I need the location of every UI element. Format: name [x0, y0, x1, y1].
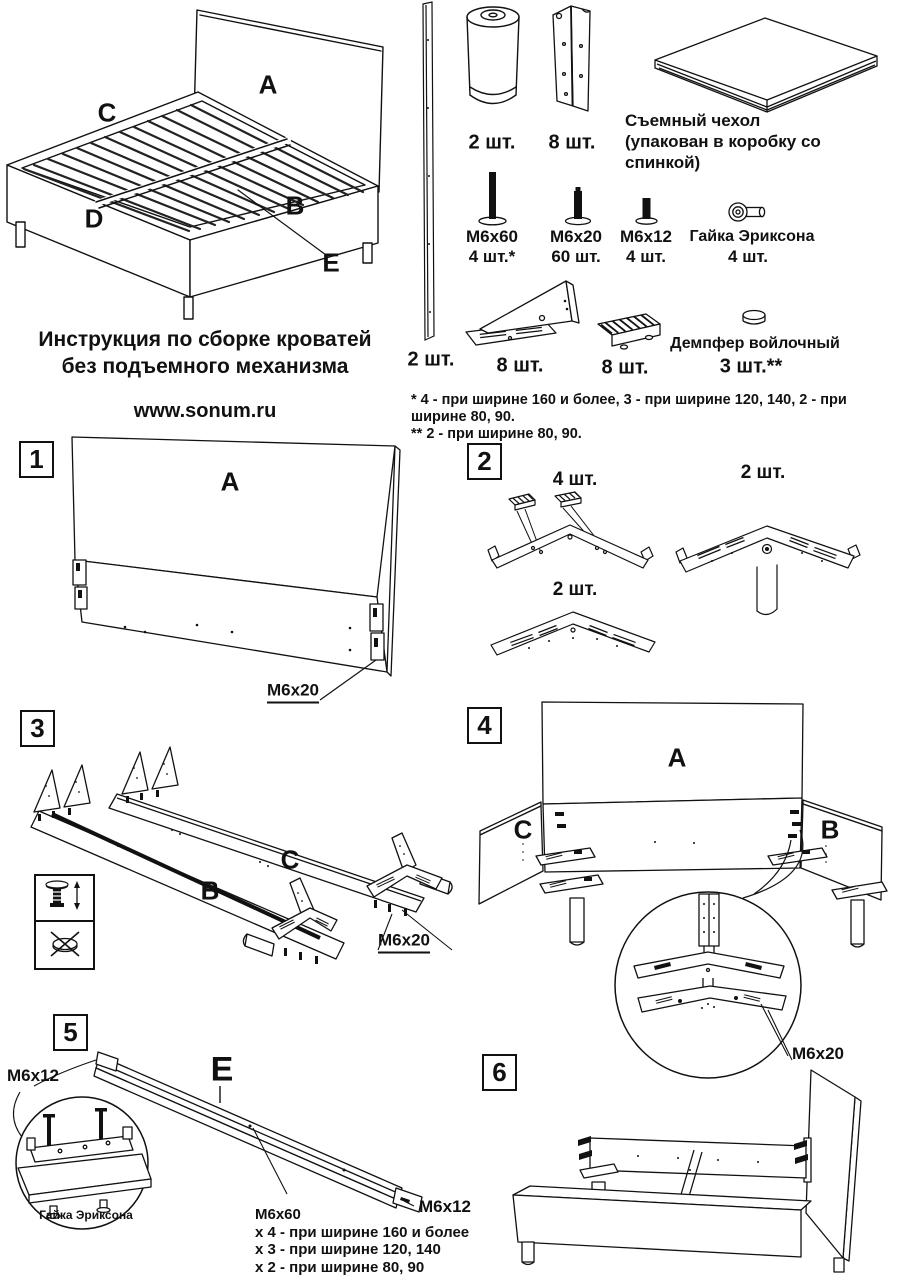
step4-rail-b-label: B	[820, 814, 840, 845]
slat-qty: 2 шт.	[407, 348, 455, 371]
step2-plate-dampers-drawing	[483, 492, 655, 578]
step5-bolt-note	[255, 1206, 469, 1276]
overview-label-e: E	[322, 247, 340, 278]
slat-icon	[418, 0, 440, 345]
bolt-m6x60-name: M6x60	[466, 227, 518, 246]
footnote-1: * 4 - при ширине 160 и более, 3 - при ширине 120, 140, 2 - при ширине 80, 90.	[411, 392, 847, 425]
bolt-m6x20-icon	[562, 187, 594, 231]
step4-fastener-label: M6x20	[792, 1044, 844, 1063]
step2-number-text: 2	[477, 446, 492, 476]
step1-fastener-label: M6x20	[267, 681, 319, 704]
step2-plate-leg-drawing	[672, 505, 864, 623]
step4-number-text: 4	[477, 710, 492, 740]
step5-nut-label: Гайка Эриксона	[39, 1208, 133, 1222]
step2-plate-drawing	[483, 598, 665, 670]
step5-bolt-name: M6x60	[255, 1206, 301, 1223]
step2-qty-dampers: 4 шт.	[552, 469, 598, 490]
step6-number	[482, 1054, 517, 1091]
step5-beam-label: E	[210, 1050, 234, 1089]
overview-label-c: C	[97, 97, 117, 128]
damper-block-icon	[592, 308, 668, 352]
erikson-nut-qty: 4 шт.	[728, 247, 768, 266]
step3-fastener-label: M6x20	[378, 931, 430, 954]
cover-caption	[625, 110, 900, 173]
bolt-m6x12-name: M6x12	[620, 227, 672, 246]
website-link: www.sonum.ru	[133, 400, 277, 422]
corner-bracket-qty: 8 шт.	[496, 354, 544, 377]
no-unscrew-icon	[36, 920, 93, 966]
corner-bracket-icon	[458, 276, 608, 352]
cover-name: Съемный чехол	[625, 111, 761, 130]
step2-qty-leg-plates: 2 шт.	[740, 462, 786, 483]
step3-rail-c-label: C	[280, 844, 300, 875]
overview-label-d: D	[84, 203, 104, 234]
step5-bolt-opt1: x 4 - при ширине 160 и более	[255, 1223, 470, 1241]
step4-rail-c-label: C	[513, 814, 533, 845]
step1-panel-label: A	[220, 466, 240, 497]
bolt-m6x12-qty: 4 шт.	[626, 247, 666, 266]
bolt-m6x20-qty: 60 шт.	[551, 247, 601, 266]
step5-number-text: 5	[63, 1017, 78, 1047]
leg-qty: 2 шт.	[468, 131, 516, 154]
angle-bracket-icon	[544, 2, 602, 117]
step3-number-text: 3	[30, 713, 45, 743]
cover-icon	[645, 8, 885, 123]
footnote-2: ** 2 - при ширине 80, 90.	[411, 426, 582, 442]
overview-label-b: B	[285, 190, 305, 221]
step1-number	[19, 441, 54, 478]
step4-panel-a-label: A	[667, 742, 687, 773]
step3-rail-b-label: B	[200, 875, 220, 906]
step5-number	[53, 1014, 88, 1051]
cover-note: (упакован в коробку со спинкой)	[625, 132, 821, 172]
step5-bolt-opt2: x 3 - при ширине 120, 140	[255, 1241, 441, 1258]
step5-fastener-right-label: M6x12	[419, 1197, 471, 1216]
felt-damper-qty: 3 шт.**	[719, 355, 783, 378]
damper-block-qty: 8 шт.	[601, 356, 649, 379]
erikson-nut-name: Гайка Эриксона	[689, 228, 815, 245]
step3-number	[20, 710, 55, 747]
title-line-1: Инструкция по сборке кроватей	[38, 328, 372, 351]
leg-height-icon	[36, 876, 93, 920]
step2-qty-plates: 2 шт.	[552, 579, 598, 600]
step6-number-text: 6	[492, 1057, 507, 1087]
erikson-nut-icon	[727, 200, 775, 226]
footnotes	[411, 392, 900, 443]
bolt-m6x20-name: M6x20	[550, 227, 602, 246]
step4-number	[467, 707, 502, 744]
step1-number-text: 1	[29, 444, 44, 474]
angle-bracket-qty: 8 шт.	[548, 131, 596, 154]
felt-damper-name: Демпфер войлочный	[670, 335, 840, 352]
page-title	[30, 326, 380, 425]
bolt-m6x60-qty: 4 шт.*	[468, 247, 516, 266]
title-line-2: без подъемного механизма	[61, 355, 349, 378]
step3-info-box	[34, 874, 95, 970]
bolt-m6x60-icon	[477, 170, 509, 230]
felt-damper-icon	[740, 306, 770, 330]
leg-icon	[462, 2, 524, 117]
step5-bolt-opt3: x 2 - при ширине 80, 90	[255, 1258, 425, 1276]
step2-number	[467, 443, 502, 480]
step5-fastener-left-label: M6x12	[7, 1066, 59, 1085]
bed-overview-drawing	[0, 0, 400, 325]
overview-label-a: A	[258, 69, 278, 100]
step6-frame-drawing	[458, 1040, 900, 1280]
